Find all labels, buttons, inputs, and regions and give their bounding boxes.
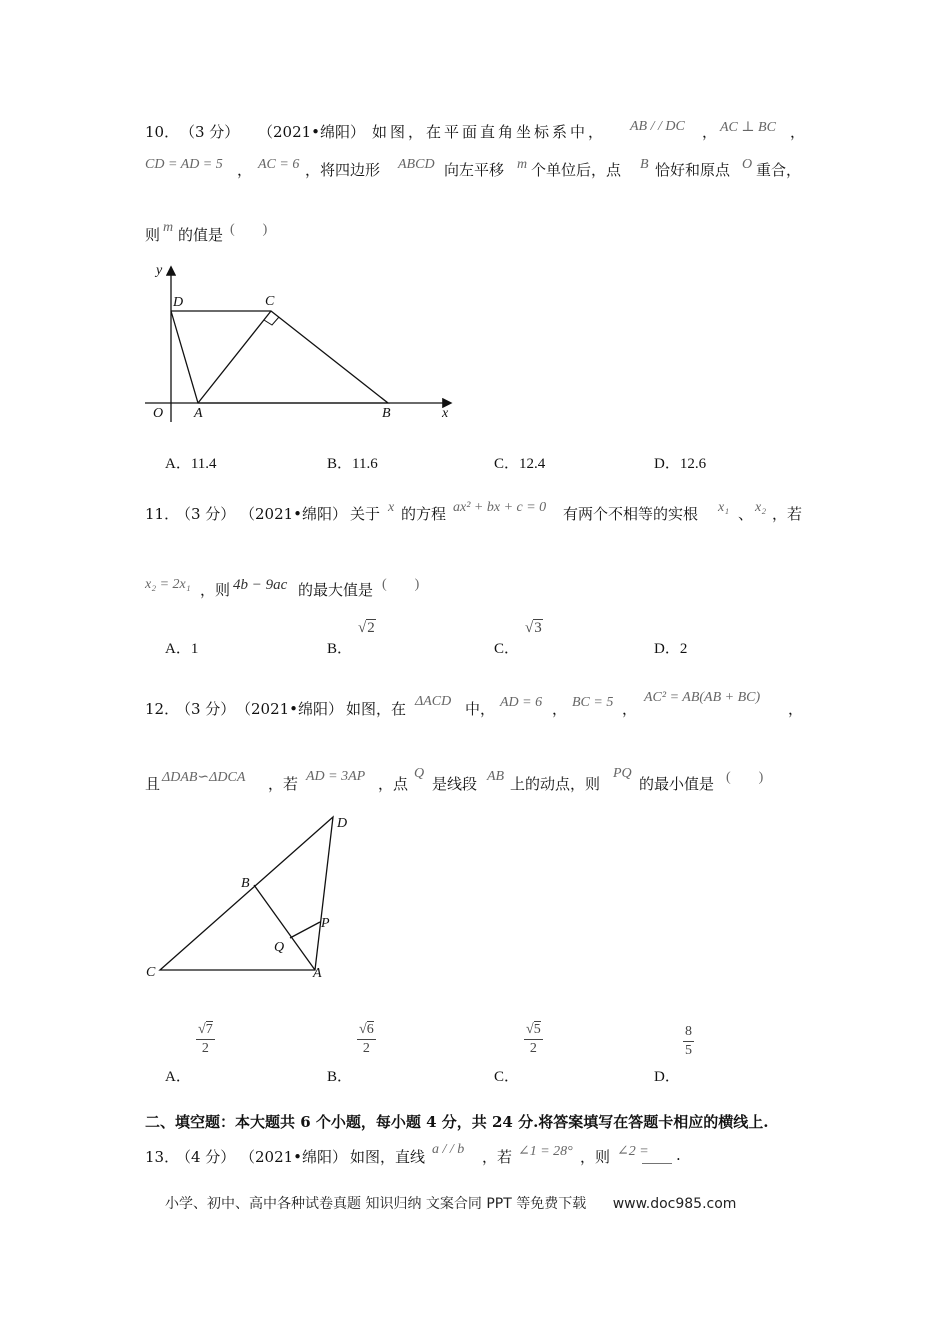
- q11-source: （2021•绵阳）: [240, 505, 348, 523]
- q12-score: （3 分）: [176, 700, 236, 718]
- q10-math-ac-perp-bc: AC ⊥ BC: [720, 120, 776, 135]
- q12-comma: ，: [552, 700, 568, 718]
- q10-source: （2021•绵阳）: [258, 123, 366, 141]
- option-radicand: 2: [367, 620, 375, 636]
- q10-math-b: B: [640, 157, 649, 172]
- option-denominator: 2: [529, 1041, 537, 1056]
- q11-option-c-sqrt: √3: [525, 620, 542, 636]
- q11-math-x: x: [388, 500, 395, 515]
- q10-math-cd-ad: CD = AD = 5: [145, 157, 223, 172]
- q10-text-8: 的值是: [178, 226, 224, 244]
- option-value: 1: [190, 641, 199, 657]
- option-value: 11.6: [352, 456, 378, 472]
- q13-math-parallel: a / / b: [432, 1142, 465, 1157]
- option-letter: B．: [327, 1069, 353, 1085]
- q11-score: （3 分）: [176, 505, 236, 523]
- q11-option-a[interactable]: [165, 637, 198, 658]
- q10-quadrilateral: [171, 311, 388, 403]
- option-radicand: 6: [366, 1022, 374, 1037]
- q11-answer-paren: ( ): [382, 577, 420, 592]
- q13-math-angle2: ∠2 =: [617, 1144, 649, 1159]
- option-letter: D．: [654, 1069, 680, 1085]
- option-letter: B．: [327, 641, 353, 657]
- q10-option-d[interactable]: [654, 452, 706, 473]
- option-letter: D．: [654, 456, 680, 472]
- q10-option-b[interactable]: [327, 452, 378, 473]
- option-letter: D．: [654, 641, 680, 657]
- option-value: 2: [679, 641, 688, 657]
- q12-text-9: 的最小值是: [639, 775, 715, 793]
- q12-option-c[interactable]: [494, 1065, 519, 1086]
- q13-source: （2021•绵阳）: [240, 1148, 348, 1166]
- q11-text-4: ，若: [772, 505, 803, 523]
- q12-answer-paren: ( ): [726, 770, 764, 785]
- q12-option-a[interactable]: [165, 1065, 191, 1086]
- q12-comma-2: ，: [622, 700, 638, 718]
- q12-segment-pq: [290, 922, 320, 938]
- option-denominator: 2: [362, 1041, 370, 1056]
- q10-comma: ，: [702, 123, 718, 141]
- q12-math-ap: AD = 3AP: [306, 769, 366, 784]
- option-letter: A．: [165, 1069, 191, 1085]
- q10-text-7: 则: [145, 226, 161, 244]
- q10-number: 10．: [145, 123, 180, 141]
- q13-number: 13．: [145, 1148, 180, 1166]
- q10-right-angle-mark: [264, 317, 279, 325]
- q13-period: .: [676, 1146, 681, 1164]
- option-denominator: 2: [201, 1041, 209, 1056]
- q10-comma-3: ，: [237, 161, 253, 179]
- q12-label-a: A: [313, 966, 322, 981]
- q11-math-equation: ax² + bx + c = 0: [453, 500, 547, 515]
- q10-option-a[interactable]: [165, 452, 217, 473]
- q12-text-5: ，若: [268, 775, 299, 793]
- q12-math-bc: BC = 5: [572, 695, 614, 710]
- q10-text-2: ，将四边形: [305, 161, 381, 179]
- q12-figure: [140, 805, 370, 990]
- q13-text-3: ，则: [580, 1148, 611, 1166]
- q11-math-expression: 4b − 9ac: [233, 577, 288, 593]
- q10-math-m: m: [517, 157, 528, 172]
- q10-math-m-2: m: [163, 220, 174, 235]
- option-letter: C．: [494, 1069, 520, 1085]
- q13-math-angle1: ∠1 = 28°: [518, 1144, 573, 1159]
- q12-text-2: 中，: [465, 700, 496, 718]
- option-value: 11.4: [190, 456, 217, 472]
- q11-math-x1: x₁: [718, 500, 730, 515]
- option-numerator: 8: [683, 1024, 694, 1042]
- q12-source: （2021•绵阳）: [236, 700, 344, 718]
- q12-label-p: P: [321, 916, 330, 931]
- q12-segment-ab: [254, 885, 315, 970]
- option-value: 12.6: [679, 456, 707, 472]
- q12-label-c: C: [146, 965, 156, 980]
- q12-math-ab: AB: [487, 769, 505, 784]
- q12-math-ac-squared: AC² = AB(AB + BC): [644, 690, 761, 705]
- q11-text-5: ，则: [200, 581, 231, 599]
- footer-text: 小学、初中、高中各种试卷真题 知识归纳 文案合同 PPT 等免费下载: [165, 1196, 587, 1212]
- option-letter: C．: [494, 456, 520, 472]
- q10-label-y: y: [156, 263, 163, 278]
- q13-text-2: ，若: [482, 1148, 513, 1166]
- q11-math-condition: x₂ = 2x₁: [145, 577, 191, 592]
- q10-comma-2: ，: [790, 123, 806, 141]
- option-denominator: 5: [685, 1043, 692, 1058]
- q12-number: 12．: [145, 700, 180, 718]
- q10-math-o: O: [742, 157, 753, 172]
- q12-option-c-fraction: $\frac{√5}{2}$: [526, 1022, 541, 1056]
- q13-answer-blank[interactable]: ____: [642, 1146, 672, 1164]
- q11-text-2: 的方程: [401, 505, 447, 523]
- footer-site-link[interactable]: www.doc985.com: [612, 1196, 737, 1212]
- q11-math-x2: x₂: [755, 500, 767, 515]
- q12-text-1: 如图，在: [346, 700, 407, 718]
- q12-option-a-fraction: $\frac{√7}{2}$: [198, 1022, 213, 1056]
- q12-label-d: D: [337, 816, 348, 831]
- q10-answer-paren: ( ): [230, 222, 268, 237]
- q10-math-ac: AC = 6: [258, 157, 300, 172]
- q11-text-6: 的最大值是: [298, 581, 374, 599]
- q10-text-6: 重合，: [756, 161, 802, 179]
- q12-option-b[interactable]: [327, 1065, 352, 1086]
- q13-score: （4 分）: [176, 1148, 236, 1166]
- option-letter: C．: [494, 641, 520, 657]
- q12-option-d[interactable]: [654, 1065, 680, 1086]
- q12-option-d-fraction: [683, 1024, 694, 1059]
- q10-label-o: O: [153, 406, 164, 421]
- q12-text-6: ，点: [378, 775, 409, 793]
- q11-number: 11．: [145, 505, 180, 523]
- q11-text-1: 关于: [350, 505, 381, 523]
- q11-text-3: 有两个不相等的实根: [563, 505, 699, 523]
- q10-text-1: 如图，在平面直角坐标系中，: [372, 123, 607, 141]
- q10-text-3: 向左平移: [444, 161, 505, 179]
- q10-score: （3 分）: [180, 123, 240, 141]
- q13-text-1: 如图，直线: [350, 1148, 426, 1166]
- q12-option-b-fraction: $\frac{√6}{2}$: [359, 1022, 374, 1056]
- q11-option-c[interactable]: [494, 637, 519, 658]
- q12-math-triangle: ΔACD: [415, 694, 452, 709]
- option-radicand: 5: [533, 1022, 541, 1037]
- q10-segment-ac: [198, 311, 271, 403]
- q12-math-pq: PQ: [613, 766, 632, 781]
- q12-math-ad: AD = 6: [500, 695, 543, 710]
- q12-label-q: Q: [274, 940, 285, 955]
- q10-text-5: 恰好和原点: [655, 161, 731, 179]
- q10-label-c: C: [265, 294, 275, 309]
- q10-option-c[interactable]: [494, 452, 545, 473]
- q10-label-d: D: [173, 295, 184, 310]
- q12-math-similar: ΔDAB∽ΔDCA: [162, 770, 246, 785]
- q10-math-ab-parallel-dc: AB / / DC: [630, 119, 685, 134]
- q12-text-7: 是线段: [432, 775, 478, 793]
- q11-option-b[interactable]: [327, 637, 352, 658]
- q12-label-b: B: [241, 876, 250, 891]
- page-footer: [165, 1193, 736, 1213]
- q10-label-a: A: [194, 406, 203, 421]
- q11-separator: 、: [738, 505, 754, 523]
- option-radicand: 3: [534, 620, 542, 636]
- q11-option-b-sqrt: √2: [358, 620, 375, 636]
- option-letter: B．: [327, 456, 353, 472]
- q10-math-abcd: ABCD: [398, 157, 435, 172]
- section-heading: 二、填空题：本大题共 6 个小题，每小题 4 分，共 24 分.将答案填写在答题卡相应的横线上.: [145, 1113, 769, 1131]
- q12-text-8: 上的动点，则: [510, 775, 601, 793]
- q10-label-x: x: [442, 406, 449, 421]
- option-value: 12.4: [519, 456, 546, 472]
- q12-math-q: Q: [414, 766, 425, 781]
- q11-option-d[interactable]: [654, 637, 687, 658]
- q10-figure: [140, 260, 470, 425]
- option-letter: A．: [165, 456, 191, 472]
- q12-triangle-acd: [160, 817, 333, 970]
- option-letter: A．: [165, 641, 191, 657]
- q12-text-3: ，: [788, 700, 804, 718]
- q10-text-4: 个单位后，点: [531, 161, 622, 179]
- q10-label-b: B: [382, 406, 391, 421]
- option-radicand: 7: [205, 1022, 213, 1037]
- q12-text-4: 且: [145, 775, 161, 793]
